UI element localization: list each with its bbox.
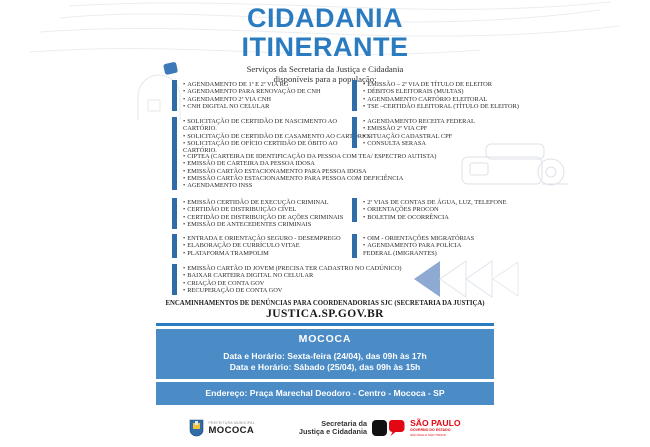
service-item: • AGENDAMENTO INSS — [183, 182, 495, 189]
service-item: • CRIAÇÃO DE CONTA GOV — [183, 280, 415, 287]
chevrons-icon — [414, 261, 518, 297]
service-group-electoral — [352, 80, 528, 111]
secretariat-label — [299, 420, 367, 437]
service-group-youth-digital — [172, 264, 415, 295]
service-item: • PLATAFORMA TRAMPOLIM — [183, 250, 363, 257]
mococa-crest-icon — [189, 419, 204, 437]
service-item: • AGENDAMENTO DE 1ª E 2ª VIA RG — [183, 81, 358, 88]
website-url: JUSTICA.SP.GOV.BR — [266, 308, 384, 320]
service-item: • EMISSÃO CERTIDÃO DE EXECUÇÃO CRIMINAL — [183, 199, 363, 206]
service-group-registry-certs — [172, 117, 371, 155]
service-item: • BAIXAR CARTEIRA DIGITAL NO CELULAR — [183, 272, 415, 279]
state-slogan: SÃO PAULO SÃO TODOS — [410, 432, 446, 437]
service-item: • SOLICITAÇÃO DE OFÍCIO CERTIDÃO DE ÓBITO AO CARTÓRIO. — [183, 140, 371, 155]
secretariat-line-2: Justiça e Cidadania — [298, 427, 368, 436]
service-item: • CNH DIGITAL NO CELULAR — [183, 103, 358, 110]
service-item: • EMISSÃO CARTÃO ESTACIONAMENTO PARA PESSOA COM DEFICIÊNCIA — [183, 175, 495, 182]
state-government-logo — [299, 419, 461, 437]
complaints-note: ENCAMINHAMENTOS DE DENÚNCIAS PARA COORDENADORIAS SJC (SECRETARIA DA JUSTIÇA) — [165, 300, 485, 307]
service-item: • EMISSÃO CARTÃO ID JOVEM (PRECISA TER CADASTRO NO CADÚNICO) — [183, 265, 415, 272]
service-item: • EMISSÃO DE CARTEIRA DA PESSOA IDOSA — [183, 160, 495, 167]
service-item: • ENTRADA E ORIENTAÇÃO SEGURO - DESEMPREGO — [183, 235, 363, 242]
event-address-bar: Endereço: Praça Marechal Deodoro - Centro - Mococa - SP — [156, 382, 494, 405]
title-line-2: ITINERANTE — [241, 32, 409, 62]
service-item: • TSE –CERTIDÃO ELEITORAL (TÍTULO DE ELEITOR) — [363, 103, 528, 110]
event-schedule-1: Data e Horário: Sexta-feira (24/04), das 09h às 17h — [223, 351, 427, 361]
service-item: • CIPTEA (CARTEIRA DE IDENTIFICAÇÃO DA PESSOA COM TEA/ ESPECTRO AUTISTA) — [183, 153, 495, 160]
subtitle-line-1: Serviços da Secretaria da Justiça e Cidadania — [246, 64, 404, 74]
subtitle-line-2: disponíveis para a população: — [273, 74, 377, 84]
service-group-migration — [352, 234, 485, 258]
state-subtitle: GOVERNO DO ESTADO — [410, 428, 451, 433]
page-title — [75, 4, 575, 62]
service-item: • OIM - ORIENTAÇÕES MIGRATÓRIAS — [363, 235, 485, 242]
service-group-employment — [172, 234, 363, 258]
city-hall-name: MOCOCA — [208, 424, 255, 436]
service-item: • CERTIDÃO DE DISTRIBUIÇÃO DE AÇÕES CRIMINAIS — [183, 214, 363, 221]
service-item: • 2ª VIAS DE CONTAS DE ÁGUA, LUZ, TELEFONE — [363, 199, 525, 206]
title-line-1: CIDADANIA — [247, 3, 403, 33]
service-item: • CONSULTA SERASA — [363, 140, 523, 147]
service-item: • DÉBITOS ELEITORAIS (MULTAS) — [363, 88, 528, 95]
secretariat-line-1: Secretaria da — [321, 418, 368, 428]
event-schedule-2: Data e Horário: Sábado (25/04), das 09h às 15h — [229, 361, 421, 372]
service-item: • EMISSÃO CARTÃO ESTACIONAMENTO PARA PESSOA IDOSA — [183, 168, 495, 175]
service-group-federal-revenue — [352, 117, 523, 148]
blue-divider — [156, 323, 494, 326]
service-item: • EMISSÃO DE ANTECEDENTES CRIMINAIS — [183, 221, 363, 228]
sp-emblem-icon — [372, 420, 405, 437]
service-group-utilities — [352, 198, 525, 222]
service-item: • AGENDAMENTO 2ª VIA CNH — [183, 96, 358, 103]
service-item: • BOLETIM DE OCORRÊNCIA — [363, 214, 525, 221]
service-group-accessibility — [172, 152, 495, 190]
service-item: • ELABORAÇÃO DE CURRÍCULO VITAE — [183, 242, 363, 249]
footer-logos — [75, 412, 575, 444]
service-item: • AGENDAMENTO PARA POLÍCIA FEDERAL (IMIGRANTES) — [363, 242, 485, 257]
event-city: MOCOCA — [298, 333, 352, 345]
service-item: • RECUPERAÇÃO DE CONTA GOV — [183, 287, 415, 294]
event-banner — [156, 329, 494, 379]
service-item: • SITUAÇÃO CADASTRAL CPF — [363, 133, 523, 140]
service-group-criminal-certs — [172, 198, 363, 229]
service-item: • AGENDAMENTO CARTÓRIO ELEITORAL — [363, 96, 528, 103]
service-item: • AGENDAMENTO RECEITA FEDERAL — [363, 118, 523, 125]
service-group-identity-docs — [172, 80, 358, 111]
service-item: • EMISSÃO 2ª VIA CPF — [363, 125, 523, 132]
city-hall-label: PREFEITURA MUNICIPAL — [208, 420, 255, 425]
service-item: • CERTIDÃO DE DISTRIBUIÇÃO CÍVEL — [183, 206, 363, 213]
service-item: • AGENDAMENTO PARA RENOVAÇÃO DE CNH — [183, 88, 358, 95]
state-name: SÃO PAULO — [410, 418, 461, 429]
service-item: • SOLICITAÇÃO DE CERTIDÃO DE NASCIMENTO AO CARTÓRIO. — [183, 118, 371, 133]
service-item: • SOLICITAÇÃO DE CERTIDÃO DE CASAMENTO AO CARTÓRIO. — [183, 133, 371, 140]
service-item: • EMISSÃO – 2ª VIA DE TÍTULO DE ELEITOR — [363, 81, 528, 88]
mococa-city-logo — [189, 419, 254, 437]
service-item: • ORIENTAÇÕES PROCON — [363, 206, 525, 213]
